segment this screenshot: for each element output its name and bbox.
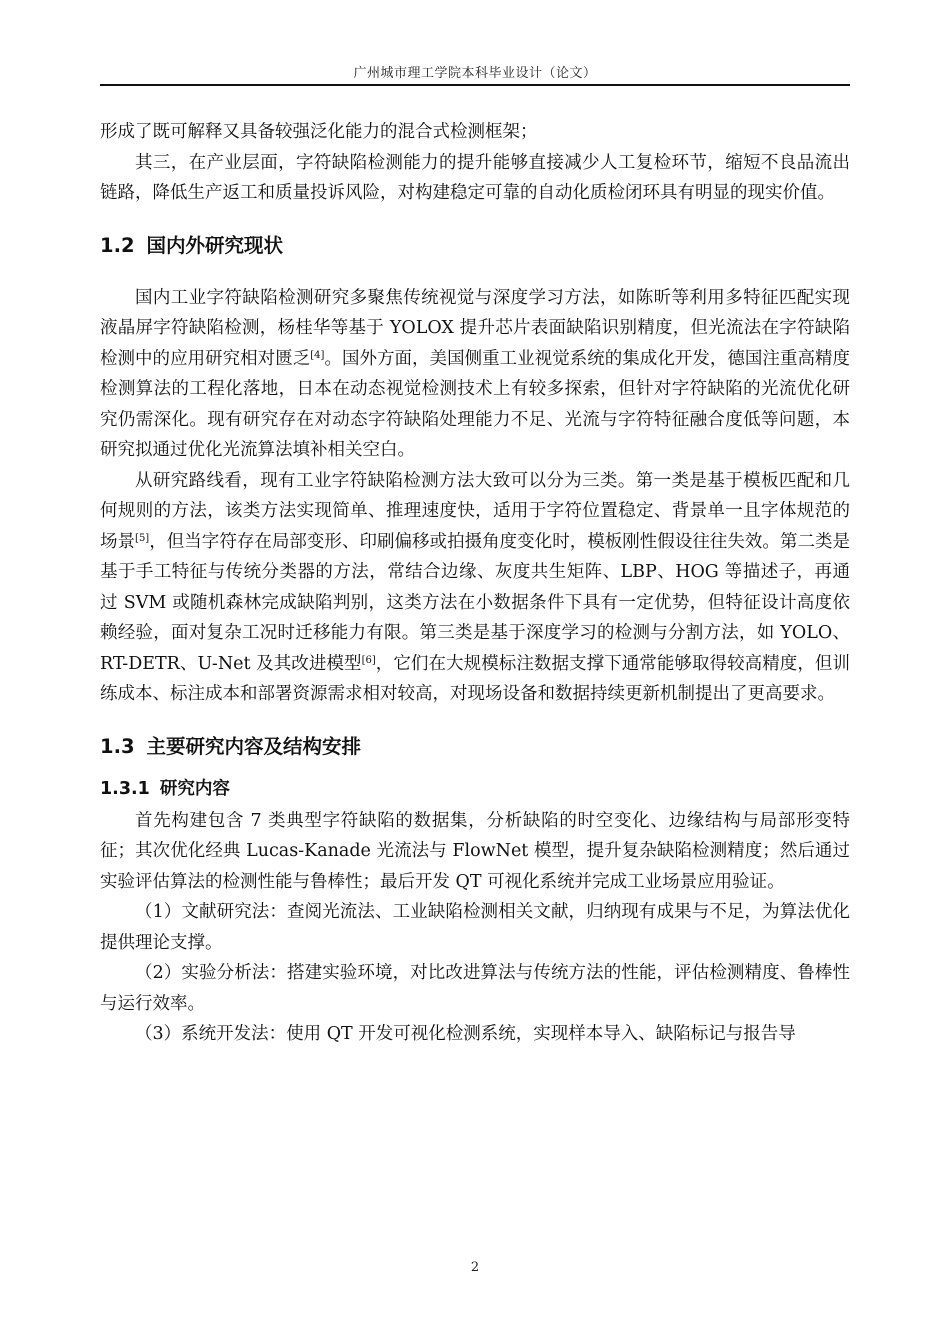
citation-ref: [4] xyxy=(310,349,325,361)
method-item-3: （3）系统开发法：使用 QT 开发可视化检测系统，实现样本导入、缺陷标记与报告导 xyxy=(135,1024,796,1044)
text-span: ，它们在大规模标注数据支撑下通常能够取得较高精度，但训练成本、标注成本和部署资源需求相对较高，对现场设备和数据持续更新机制提出了更高要求。 xyxy=(100,653,850,704)
paragraph-research-status xyxy=(100,283,850,466)
section-title: 主要研究内容及结构安排 xyxy=(146,734,362,758)
subsection-title: 研究内容 xyxy=(159,778,230,799)
citation-ref: [5] xyxy=(135,532,150,544)
text-span: 国内工业字符缺陷检测研究多聚焦传统视觉与深度学习方法，如陈昕等利用多特征匹配实现液晶屏字符缺陷检测，杨桂华等基于 YOLOX 提升芯片表面缺陷识别精度，但光流法在字符缺陷检测中的应用研究相对匮乏 xyxy=(100,287,850,369)
page-number: 2 xyxy=(470,1260,480,1275)
page-body xyxy=(100,117,850,1050)
method-item-1: （1）文献研究法：查阅光流法、工业缺陷检测相关文献，归纳现有成果与不足，为算法优化提供理论支撑。 xyxy=(100,902,850,953)
paragraph-intro-continuation: 形成了既可解释又具备较强泛化能力的混合式检测框架； xyxy=(100,122,538,142)
section-title: 国内外研究现状 xyxy=(146,233,284,257)
section-heading-1-2 xyxy=(100,231,850,261)
paragraph-research-content: 首先构建包含 7 类典型字符缺陷的数据集，分析缺陷的时空变化、边缘结构与局部形变特征；其次优化经典 Lucas-Kanade 光流法与 FlowNet 模型，提升复杂缺陷检测精度；然后通过实验评估算法的检测性能与鲁棒性；最后开发 QT 可视化系统并完成工业场景应用验证。 xyxy=(100,810,850,892)
text-span: 。国外方面，美国侧重工业视觉系统的集成化开发，德国注重高精度检测算法的工程化落地，日本在动态视觉检测技术上有较多探索，但针对字符缺陷的光流优化研究仍需深化。现有研究存在对动态字符缺陷处理能力不足、光流与字符特征融合度低等问题，本研究拟通过优化光流算法填补相关空白。 xyxy=(100,348,851,460)
header-divider xyxy=(100,84,850,86)
citation-ref: [6] xyxy=(361,654,376,666)
section-heading-1-3 xyxy=(100,732,850,762)
section-number: 1.2 xyxy=(100,233,135,257)
text-span: ，但当字符存在局部变形、印刷偏移或拍摄角度变化时，模板刚性假设往往失效。第二类是基于手工特征与传统分类器的方法，常结合边缘、灰度共生矩阵、LBP、HOG 等描述子，再通过 SVM 或随机森林完成缺陷判别，这类方法在小数据条件下具有一定优势，但特征设计高度依赖经验，面对复杂工况时迁移能力有限。第三类是基于深度学习的检测与分割方法，如 YOLO、RT-DETR、U-Net 及其改进模型 xyxy=(100,531,851,674)
text-span: 从研究路线看，现有工业字符缺陷检测方法大致可以分为三类。第一类是基于模板匹配和几何规则的方法，该类方法实现简单、推理速度快，适用于字符位置稳定、背景单一且字体规范的场景 xyxy=(100,470,850,552)
paragraph-research-routes xyxy=(100,466,850,710)
running-header: 广州城市理工学院本科毕业设计（论文） xyxy=(353,66,597,81)
method-item-2: （2）实验分析法：搭建实验环境，对比改进算法与传统方法的性能，评估检测精度、鲁棒性与运行效率。 xyxy=(100,963,850,1014)
subsection-heading-1-3-1 xyxy=(100,774,850,804)
subsection-number: 1.3.1 xyxy=(100,778,150,799)
paragraph-industry-value: 其三，在产业层面，字符缺陷检测能力的提升能够直接减少人工复检环节，缩短不良品流出链路，降低生产返工和质量投诉风险，对构建稳定可靠的自动化质检闭环具有明显的现实价值。 xyxy=(100,152,850,203)
section-number: 1.3 xyxy=(100,734,135,758)
